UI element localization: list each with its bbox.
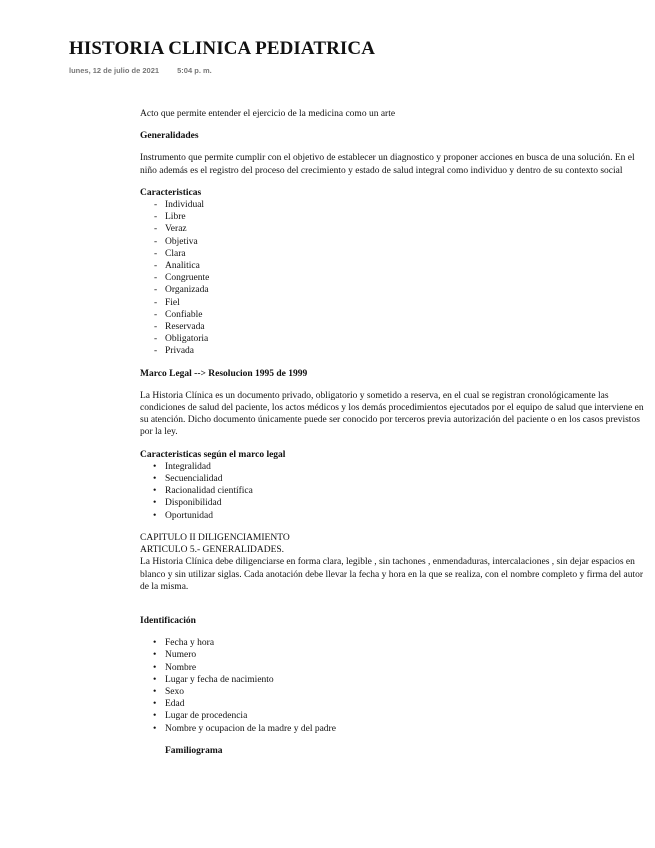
- list-item: - Congruente: [140, 272, 645, 284]
- list-item: - Veraz: [140, 223, 645, 235]
- generalidades-heading: Generalidades: [140, 131, 199, 142]
- note-time: 5:04 p. m.: [177, 66, 212, 75]
- capitulo-title: CAPITULO II DILIGENCIAMIENTO: [140, 532, 290, 543]
- list-item: - Individual: [140, 199, 645, 211]
- identificacion-list: [140, 637, 645, 735]
- list-item: - Privada: [140, 345, 645, 357]
- capitulo-text: La Historia Clínica debe diligenciarse en forma clara, legible , sin tachones , enmendaduras, intercalaciones , sin dejar espacios en blanco y sin utilizar siglas. Cada anotación debe llevar la fecha y hora en la que se realiza, con el nombre completo y firma del autor de la misma.: [140, 557, 644, 592]
- generalidades-text: Instrumento que permite cumplir con el objetivo de establecer un diagnostico y proponer acciones en busca de una solución. En el niño además es el registro del proceso del crecimiento y estado de salud integral como individuo y dentro de su contexto social: [140, 153, 635, 176]
- list-item: • Lugar y fecha de nacimiento: [140, 674, 645, 686]
- list-item: • Racionalidad científica: [140, 485, 645, 497]
- list-item: - Objetiva: [140, 236, 645, 248]
- caracteristicas-legal-heading: Caracteristicas según el marco legal: [140, 449, 286, 460]
- page-title: HISTORIA CLINICA PEDIATRICA: [69, 38, 376, 59]
- list-item: - Confiable: [140, 309, 645, 321]
- note-date: lunes, 12 de julio de 2021: [69, 66, 160, 75]
- marco-legal-text: La Historia Clínica es un documento privado, obligatorio y sometido a reserva, en el cual se registran cronológicamente las condiciones de salud del paciente, los actos médicos y los demás procedimientos ejecutados por el equipo de salud que interviene en su atención. Dicho documento únicamente puede ser conocido por terceros previa autorización del paciente o en los casos previstos por la ley.: [140, 390, 644, 438]
- caracteristicas-legal-list: [140, 461, 645, 522]
- list-item: - Clara: [140, 248, 645, 260]
- identificacion-heading: Identificación: [140, 615, 196, 626]
- list-item: • Integralidad: [140, 461, 645, 473]
- list-item: • Oportunidad: [140, 510, 645, 522]
- list-item: - Obligatoria: [140, 333, 645, 345]
- intro-text: Acto que permite entender el ejercicio de la medicina como un arte: [140, 109, 396, 119]
- list-item: • Sexo: [140, 686, 645, 698]
- note-body: [140, 108, 645, 757]
- familiograma-heading: Familiograma: [165, 745, 223, 756]
- list-item: - Reservada: [140, 321, 645, 333]
- caracteristicas-list: [140, 199, 645, 358]
- list-item: • Secuencialidad: [140, 473, 645, 485]
- list-item: • Fecha y hora: [140, 637, 645, 649]
- list-item: - Organizada: [140, 284, 645, 296]
- note-metadata: [69, 66, 212, 75]
- list-item: • Lugar de procedencia: [140, 710, 645, 722]
- list-item: • Nombre: [140, 662, 645, 674]
- list-item: • Edad: [140, 698, 645, 710]
- list-item: • Disponibilidad: [140, 497, 645, 509]
- articulo-title: ARTICULO 5.- GENERALIDADES.: [140, 545, 285, 556]
- caracteristicas-heading: Caracteristicas: [140, 187, 202, 198]
- marco-legal-heading: Marco Legal --> Resolucion 1995 de 1999: [140, 368, 308, 379]
- list-item: - Libre: [140, 211, 645, 223]
- list-item: • Numero: [140, 649, 645, 661]
- list-item: • Nombre y ocupacion de la madre y del padre: [140, 723, 645, 735]
- list-item: - Fiel: [140, 297, 645, 309]
- list-item: - Analitica: [140, 260, 645, 272]
